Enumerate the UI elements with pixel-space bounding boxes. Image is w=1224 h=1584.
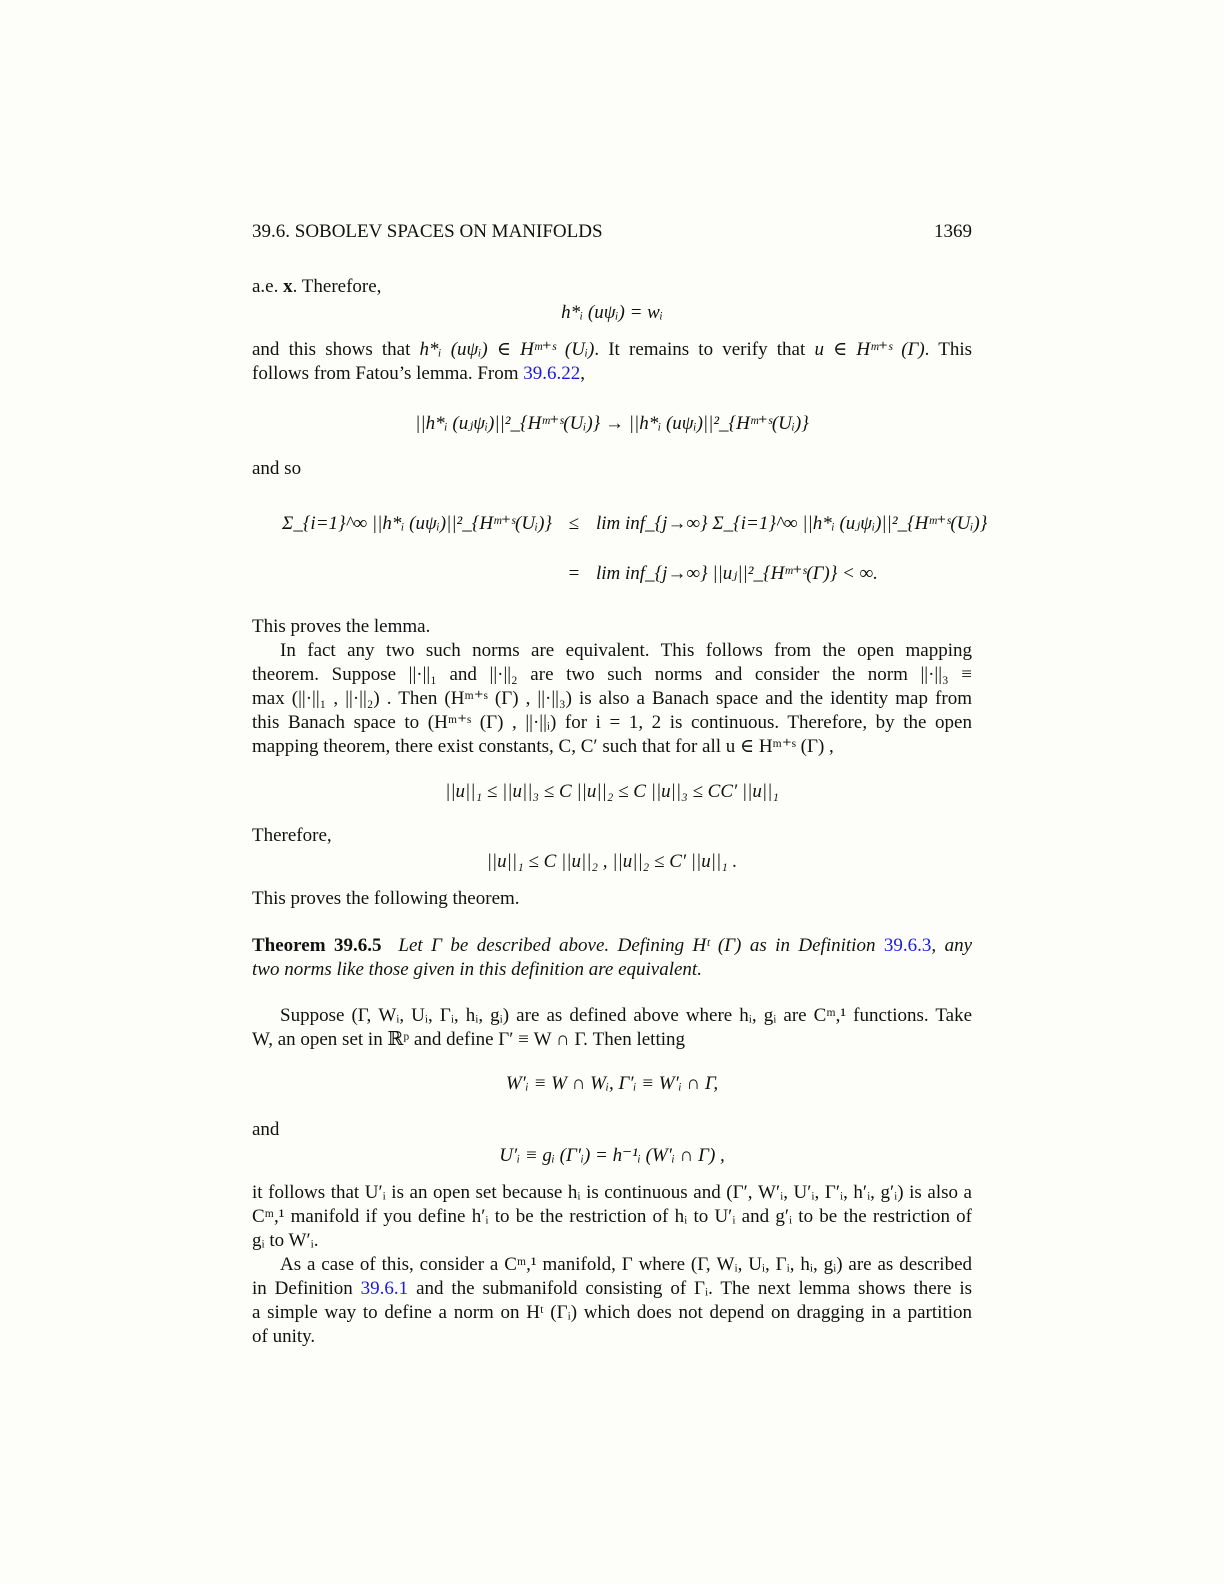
text-line <box>252 1205 972 1229</box>
paragraph-first-line <box>280 1253 972 1277</box>
text-span: max (||·||₁ , ||·||₂) . Then (Hᵐ⁺ˢ (Γ) , ||·||₃) is also a Banach space and the identity map from <box>252 688 972 709</box>
text-span: Therefore, <box>252 825 332 846</box>
equation-sum-rhs: lim inf_{j→∞} Σ_{i=1}^∞ ||h*ᵢ (uⱼψᵢ)||²_{Hᵐ⁺ˢ(Uᵢ)} <box>596 513 988 534</box>
equation-text: ||u||₁ ≤ ||u||₃ ≤ C ||u||₂ ≤ C ||u||₃ ≤ CC′ ||u||₁ <box>445 781 779 802</box>
text-line <box>252 824 972 848</box>
text-span: W, an open set in ℝᵖ and define Γ′ ≡ W ∩ Γ. Then letting <box>252 1029 686 1050</box>
equation-convergence <box>252 412 972 436</box>
text-span: of unity. <box>252 1326 316 1347</box>
text-line <box>252 362 972 386</box>
theorem-statement <box>252 934 972 958</box>
equation-text: ||h*ᵢ (uⱼψᵢ)||²_{Hᵐ⁺ˢ(Uᵢ)} → ||h*ᵢ (uψᵢ)||²_{Hᵐ⁺ˢ(Uᵢ)} <box>415 413 809 434</box>
text-span: it follows that U′ᵢ is an open set because hᵢ is continuous and (Γ′, W′ᵢ, U′ᵢ, Γ′ᵢ, h′ᵢ, g′ᵢ) is also a <box>252 1182 972 1203</box>
definition-ref-link[interactable]: 39.6.3 <box>883 935 932 956</box>
equation-sum-row-2 <box>252 561 972 587</box>
text-span: and the submanifold consisting of Γᵢ. The next lemma shows there is <box>408 1278 972 1299</box>
text-line <box>252 663 972 687</box>
paragraph-first-line <box>280 639 972 663</box>
text-span: . Therefore, <box>292 276 382 297</box>
theorem-text: two norms like those given in this definition are equivalent. <box>252 959 702 980</box>
equation-sum-lhs: Σ_{i=1}^∞ ||h*ᵢ (uψᵢ)||²_{Hᵐ⁺ˢ(Uᵢ)} <box>282 513 552 534</box>
definition-ref-link[interactable]: 39.6.1 <box>360 1278 409 1299</box>
equation-rel-eq: = <box>568 563 580 584</box>
equation-text: ||u||₁ ≤ C ||u||₂ , ||u||₂ ≤ C′ ||u||₁ . <box>486 851 738 872</box>
theorem-label: Theorem 39.6.5 <box>252 935 382 956</box>
bold-x: x <box>283 276 293 297</box>
text-span: theorem. Suppose ||·||₁ and ||·||₂ are two such norms and consider the norm ||·||₃ ≡ <box>252 664 972 685</box>
text-line <box>252 275 972 299</box>
text-line <box>252 687 972 711</box>
text-span: , <box>580 363 586 384</box>
equation-restricted-sets <box>252 1072 972 1096</box>
text-span: mapping theorem, there exist constants, C, C′ such that for all u ∈ Hᵐ⁺ˢ (Γ) , <box>252 736 834 757</box>
text-span: Suppose (Γ, Wᵢ, Uᵢ, Γᵢ, hᵢ, gᵢ) are as defined above where hᵢ, gᵢ are Cᵐ,¹ functions. Take <box>280 1005 972 1026</box>
equation-sum-row-1 <box>252 511 988 537</box>
text-span: . It remains to verify that <box>594 339 815 360</box>
equation-restricted-u <box>252 1144 972 1168</box>
equation-norm-equivalence <box>252 850 972 874</box>
text-span: As a case of this, consider a Cᵐ,¹ manifold, Γ where (Γ, Wᵢ, Uᵢ, Γᵢ, hᵢ, gᵢ) are as described <box>280 1254 972 1275</box>
equation-liminf: lim inf_{j→∞} ||uⱼ||²_{Hᵐ⁺ˢ(Γ)} < ∞. <box>596 563 878 584</box>
text-line <box>252 1229 972 1253</box>
text-line <box>252 1118 972 1142</box>
equation-norm-chain <box>252 780 972 804</box>
text-span: This proves the following theorem. <box>252 888 520 909</box>
text-line <box>252 1301 972 1325</box>
text-span: Cᵐ,¹ manifold if you define h′ᵢ to be the restriction of hᵢ to U′ᵢ and g′ᵢ to be the restriction of <box>252 1206 972 1227</box>
text-line <box>252 1181 972 1205</box>
page-number: 1369 <box>934 221 972 242</box>
text-span: In fact any two such norms are equivalent. This follows from the open mapping <box>280 640 972 661</box>
math-span: h*ᵢ (uψᵢ) ∈ Hᵐ⁺ˢ (Uᵢ) <box>419 339 595 360</box>
math-span: u ∈ Hᵐ⁺ˢ (Γ) <box>814 339 925 360</box>
paragraph-first-line <box>280 1004 972 1028</box>
text-span: follows from Fatou’s lemma. From <box>252 363 524 384</box>
text-line <box>252 338 972 362</box>
running-header <box>252 220 972 244</box>
text-span: gᵢ to W′ᵢ. <box>252 1230 319 1251</box>
theorem-text: , any <box>931 935 973 956</box>
text-line <box>252 711 972 735</box>
text-line <box>252 1028 972 1052</box>
theorem-statement-cont <box>252 958 972 982</box>
text-line <box>252 457 972 481</box>
equation-ref-link[interactable]: 39.6.22 <box>523 363 581 384</box>
equation-text: W′ᵢ ≡ W ∩ Wᵢ, Γ′ᵢ ≡ W′ᵢ ∩ Γ, <box>505 1073 719 1094</box>
text-span: and <box>252 1119 280 1140</box>
text-span: a simple way to define a norm on Hᵗ (Γᵢ) which does not depend on dragging in a partition <box>252 1302 972 1323</box>
text-span: and so <box>252 458 302 479</box>
text-span: this Banach space to (Hᵐ⁺ˢ (Γ) , ||·||ᵢ) for i = 1, 2 is continuous. Therefore, by the open <box>252 712 972 733</box>
text-line <box>252 615 972 639</box>
text-line <box>252 1325 972 1349</box>
equation-text: U′ᵢ ≡ gᵢ (Γ′ᵢ) = h⁻¹ᵢ (W′ᵢ ∩ Γ) , <box>499 1145 725 1166</box>
text-span: a.e. <box>252 276 284 297</box>
theorem-text: Let Γ be described above. Defining Hᵗ (Γ) as in Definition <box>398 935 884 956</box>
text-span: and this shows that <box>252 339 420 360</box>
equation-rel-leq: ≤ <box>568 513 580 534</box>
equation-hi-star <box>252 301 972 325</box>
section-title: 39.6. SOBOLEV SPACES ON MANIFOLDS <box>252 221 603 242</box>
text-line <box>252 887 972 911</box>
text-line <box>252 735 972 759</box>
equation-text: h*ᵢ (uψᵢ) = wᵢ <box>561 302 663 323</box>
text-line <box>252 1277 972 1301</box>
text-span: This proves the lemma. <box>252 616 431 637</box>
text-span: in Definition <box>252 1278 361 1299</box>
text-span: . This <box>924 339 973 360</box>
